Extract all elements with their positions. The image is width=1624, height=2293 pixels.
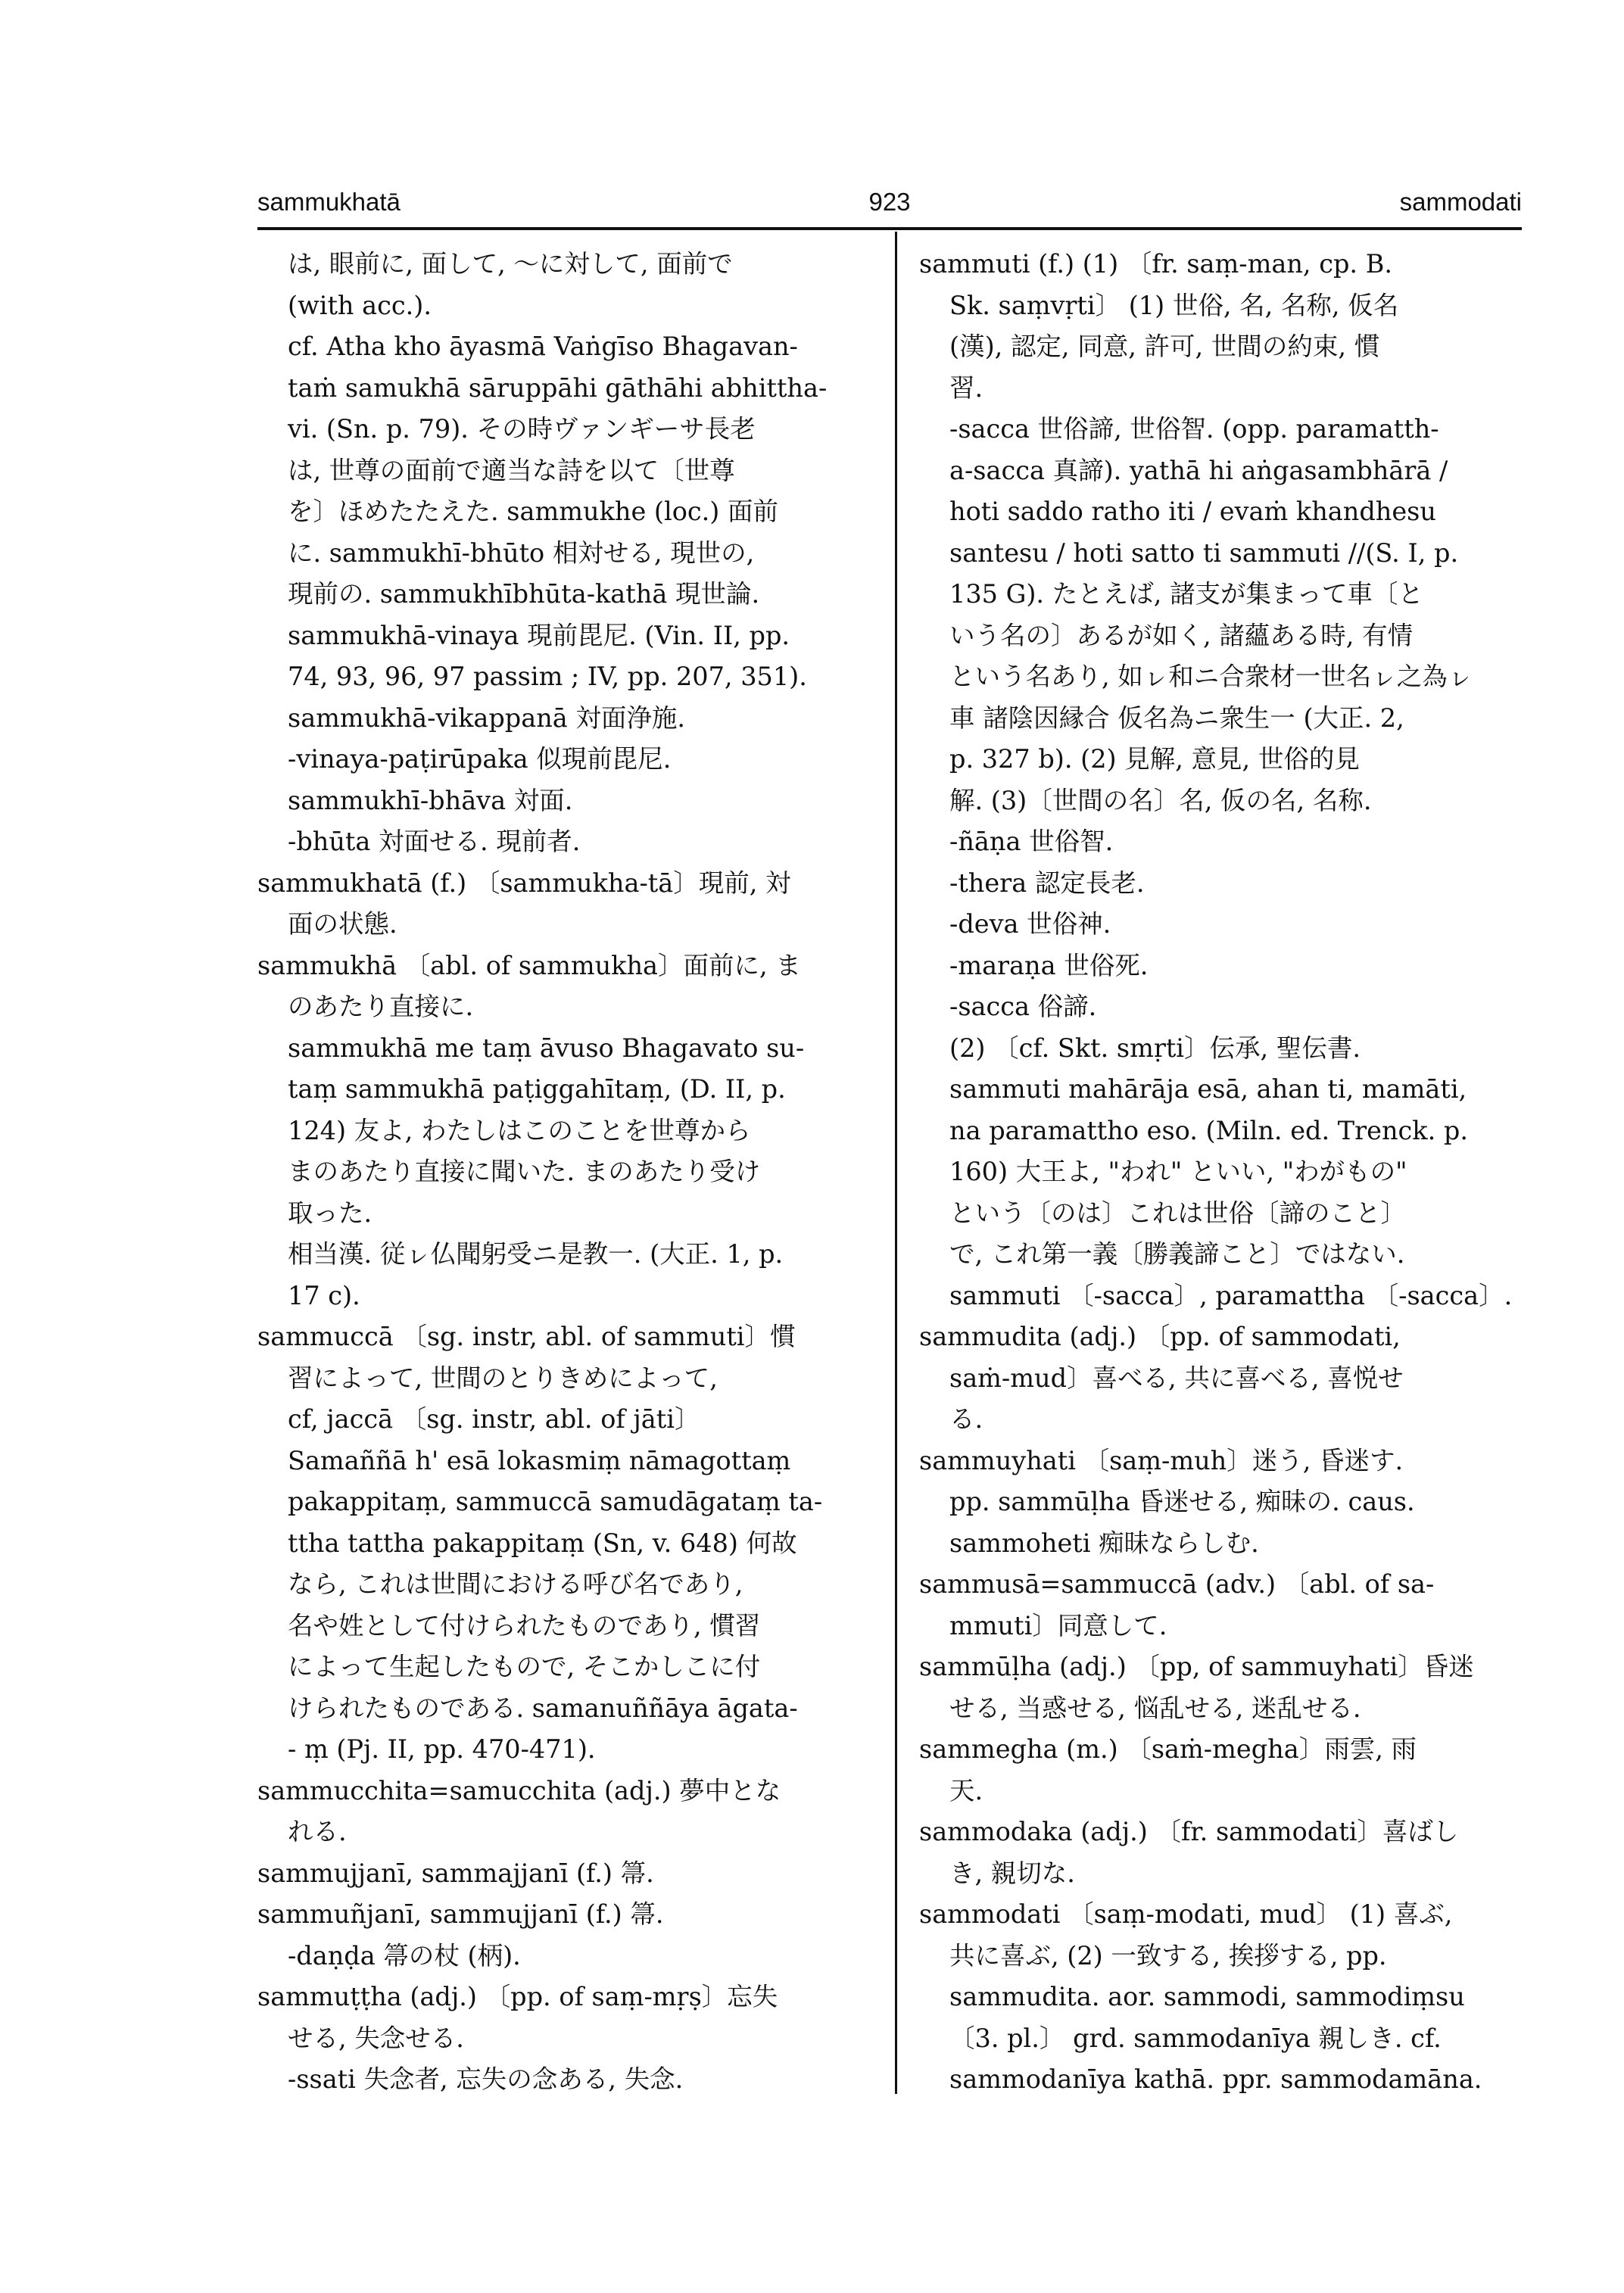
entry-line: hoti saddo ratho iti / evaṁ khandhesu <box>949 497 1436 526</box>
entry-line: -ssati 失念者, 忘失の念ある, 失念. <box>288 2064 684 2094</box>
right-guide-word: sammodati <box>1399 188 1522 216</box>
entry-line: によって生起したもので, そこかしこに付 <box>288 1652 761 1681</box>
entry-line: sammukhā-vikappanā 対面浄施. <box>288 703 686 733</box>
entry-line: を〕ほめたたえた. sammukhe (loc.) 面前 <box>288 497 778 526</box>
entry-line: は, 眼前に, 面して, ～に対して, 面前で <box>288 249 733 279</box>
entry-line: -daṇḍa 箒の杖 (柄). <box>288 1940 521 1971</box>
entry-line: ttha tattha pakappitaṃ (Sn, v. 648) 何故 <box>288 1528 797 1558</box>
entry-line: 〔3. pl.〕 grd. sammodanīya 親しき. cf. <box>949 2023 1442 2053</box>
page-number: 923 <box>868 188 911 216</box>
entry-line: 解. (3)〔世間の名〕名, 仮の名, 名称. <box>949 785 1372 815</box>
entry-headword-line: sammodaka (adj.) 〔fr. sammodati〕喜ばし <box>919 1817 1459 1846</box>
entry-line: る. <box>949 1404 983 1434</box>
entry-line: p. 327 b). (2) 見解, 意見, 世俗的見 <box>949 744 1360 774</box>
entry-line: 面の状態. <box>288 909 397 939</box>
entry-line: という名あり, 如ㇾ和ニ合衆材一世名ㇾ之為ㇾ <box>949 662 1473 691</box>
entry-line: sammukhā-vinaya 現前毘尼. (Vin. II, pp. <box>288 620 790 650</box>
entry-headword-line: sammuccā 〔sg. instr, abl. of sammuti〕慣 <box>257 1322 796 1351</box>
entry-line: santesu / hoti satto ti sammuti //(S. I, p. <box>949 537 1459 568</box>
right-column <box>919 244 1525 2101</box>
entry-line: に. sammukhī-bhūto 相対せる, 現世の, <box>288 537 755 568</box>
entry-line: - ṃ (Pj. II, pp. 470-471). <box>288 1734 596 1764</box>
left-column <box>257 244 866 2101</box>
entry-line: pakappitaṃ, sammuccā samudāgataṃ ta- <box>288 1487 823 1516</box>
entry-line: 名や姓として付けられたものであり, 慣習 <box>288 1610 761 1640</box>
entry-line: せる, 当惑せる, 悩乱せる, 迷乱せる. <box>949 1693 1361 1723</box>
entry-headword-line: sammegha (m.) 〔saṁ-megha〕雨雲, 雨 <box>919 1734 1417 1764</box>
entry-headword-line: sammujjanī, sammajjanī (f.) 箒. <box>257 1858 654 1888</box>
entry-headword-line: sammukhā 〔abl. of sammukha〕面前に, ま <box>257 950 801 980</box>
column-divider <box>895 232 897 2094</box>
entry-line: 74, 93, 96, 97 passim ; IV, pp. 207, 351). <box>288 662 807 691</box>
entry-line: まのあたり直接に聞いた. まのあたり受け <box>288 1157 761 1186</box>
entry-headword-line: sammuyhati 〔saṃ-muh〕迷う, 昏迷す. <box>919 1445 1404 1475</box>
entry-line: saṁ-mud〕喜べる, 共に喜べる, 喜悦せ <box>949 1363 1404 1393</box>
entry-headword-line: sammusā=sammuccā (adv.) 〔abl. of sa- <box>919 1569 1435 1599</box>
entry-line: 現前の. sammukhībhūta-kathā 現世論. <box>288 579 760 609</box>
entry-headword-line: sammūḷha (adj.) 〔pp, of sammuyhati〕昏迷 <box>919 1652 1474 1681</box>
entry-line: pp. sammūḷha 昏迷せる, 痴昧の. caus. <box>949 1487 1415 1516</box>
entry-line: sammodanīya kathā. ppr. sammodamāna. <box>949 2064 1482 2094</box>
page-header <box>257 188 1522 230</box>
entry-line: 共に喜ぶ, (2) 一致する, 挨拶する, pp. <box>949 1940 1387 1971</box>
entry-line: (2) 〔cf. Skt. smṛti〕伝承, 聖伝書. <box>949 1033 1361 1063</box>
entry-line: sammudita. aor. sammodi, sammodiṃsu <box>949 1982 1465 2011</box>
entry-line: いう名の〕あるが如く, 諸蘊ある時, 有情 <box>949 620 1414 650</box>
entry-headword-line: sammuti (f.) (1) 〔fr. saṃ-man, cp. B. <box>919 249 1393 279</box>
entry-headword-line: sammucchita=samucchita (adj.) 夢中とな <box>257 1775 781 1805</box>
entry-line: Samaññā h' esā lokasmiṃ nāmagottaṃ <box>288 1445 791 1475</box>
entry-line: 相当漢. 従ㇾ仏聞躬受ニ是教一. (大正. 1, p. <box>288 1239 784 1269</box>
entry-line: 160) 大王よ, "われ" といい, "わがもの" <box>949 1157 1407 1186</box>
entry-line: -deva 世俗神. <box>949 909 1111 939</box>
entry-line: 習によって, 世間のとりきめによって, <box>288 1363 718 1393</box>
entry-line: sammukhī-bhāva 対面. <box>288 785 573 815</box>
entry-line: -bhūta 対面せる. 現前者. <box>288 827 581 856</box>
entry-line: cf. Atha kho āyasmā Vaṅgīso Bhagavan- <box>288 332 798 361</box>
entry-line: Sk. saṃvṛti〕 (1) 世俗, 名, 名称, 仮名 <box>949 290 1399 320</box>
entry-line: 124) 友よ, わたしはこのことを世尊から <box>288 1115 751 1145</box>
entry-line: vi. (Sn. p. 79). その時ヴァンギーサ長老 <box>288 414 756 444</box>
entry-line: (with acc.). <box>288 290 432 320</box>
entry-line: -ñāṇa 世俗智. <box>949 827 1114 856</box>
entry-headword-line: sammudita (adj.) 〔pp. of sammodati, <box>919 1322 1401 1351</box>
left-guide-word: sammukhatā <box>257 188 401 216</box>
entry-line: sammoheti 痴昧ならしむ. <box>949 1528 1259 1558</box>
entry-line: という〔のは〕これは世俗〔諦のこと〕 <box>949 1198 1406 1228</box>
header-rule <box>257 227 1522 230</box>
entry-headword-line: sammuṭṭha (adj.) 〔pp. of saṃ-mṛṣ〕忘失 <box>257 1982 778 2011</box>
entry-line: は, 世尊の面前で適当な詩を以て〔世尊 <box>288 455 735 485</box>
entry-headword-line: sammodati 〔saṃ-modati, mud〕 (1) 喜ぶ, <box>919 1899 1453 1929</box>
entry-line: taṃ sammukhā paṭiggahītaṃ, (D. II, p. <box>288 1074 786 1104</box>
entry-line: sammuti 〔-sacca〕, paramattha 〔-sacca〕. <box>949 1280 1513 1310</box>
entry-line: 17 c). <box>288 1280 360 1310</box>
entry-headword-line: sammukhatā (f.) 〔sammukha-tā〕現前, 対 <box>257 868 791 898</box>
entry-line: (漢), 認定, 同意, 許可, 世間の約束, 慣 <box>949 332 1380 361</box>
entry-line: sammukhā me taṃ āvuso Bhagavato su- <box>288 1033 805 1063</box>
entry-line: せる, 失念せる. <box>288 2023 464 2053</box>
entry-line: cf, jaccā 〔sg. instr, abl. of jāti〕 <box>288 1404 700 1434</box>
entry-line: -vinaya-paṭirūpaka 似現前毘尼. <box>288 744 672 774</box>
entry-line: 135 G). たとえば, 諸支が集まって車〔と <box>949 579 1424 609</box>
entry-line: -sacca 世俗諦, 世俗智. (opp. paramatth- <box>949 414 1439 444</box>
entry-line: 取った. <box>288 1198 372 1228</box>
entry-line: -maraṇa 世俗死. <box>949 950 1149 980</box>
entry-line: 車 諸陰因縁合 仮名為ニ衆生一 (大正. 2, <box>949 703 1404 733</box>
entry-line: 天. <box>949 1775 983 1805</box>
entry-line: で, これ第一義〔勝義諦こと〕ではない. <box>949 1239 1405 1269</box>
entry-line: sammuti mahārāja esā, ahan ti, mamāti, <box>949 1074 1467 1104</box>
entry-headword-line: sammuñjanī, sammujjanī (f.) 箒. <box>257 1899 664 1929</box>
entry-line: 習. <box>949 372 983 403</box>
entry-line: のあたり直接に. <box>288 992 474 1021</box>
entry-line: -sacca 俗諦. <box>949 992 1097 1021</box>
entry-line: けられたものである. samanuññāya āgata- <box>288 1693 798 1723</box>
entry-line: na paramattho eso. (Miln. ed. Trenck. p. <box>949 1115 1468 1145</box>
entry-line: なら, これは世間における呼び名であり, <box>288 1569 743 1599</box>
entry-line: れる. <box>288 1817 347 1846</box>
entry-line: a-sacca 真諦). yathā hi aṅgasambhārā / <box>949 455 1448 485</box>
entry-line: -thera 認定長老. <box>949 868 1145 898</box>
entry-line: taṁ samukhā sāruppāhi gāthāhi abhittha- <box>288 372 828 403</box>
entry-line: mmuti〕同意して. <box>949 1610 1167 1640</box>
entry-line: き, 親切な. <box>949 1858 1075 1888</box>
